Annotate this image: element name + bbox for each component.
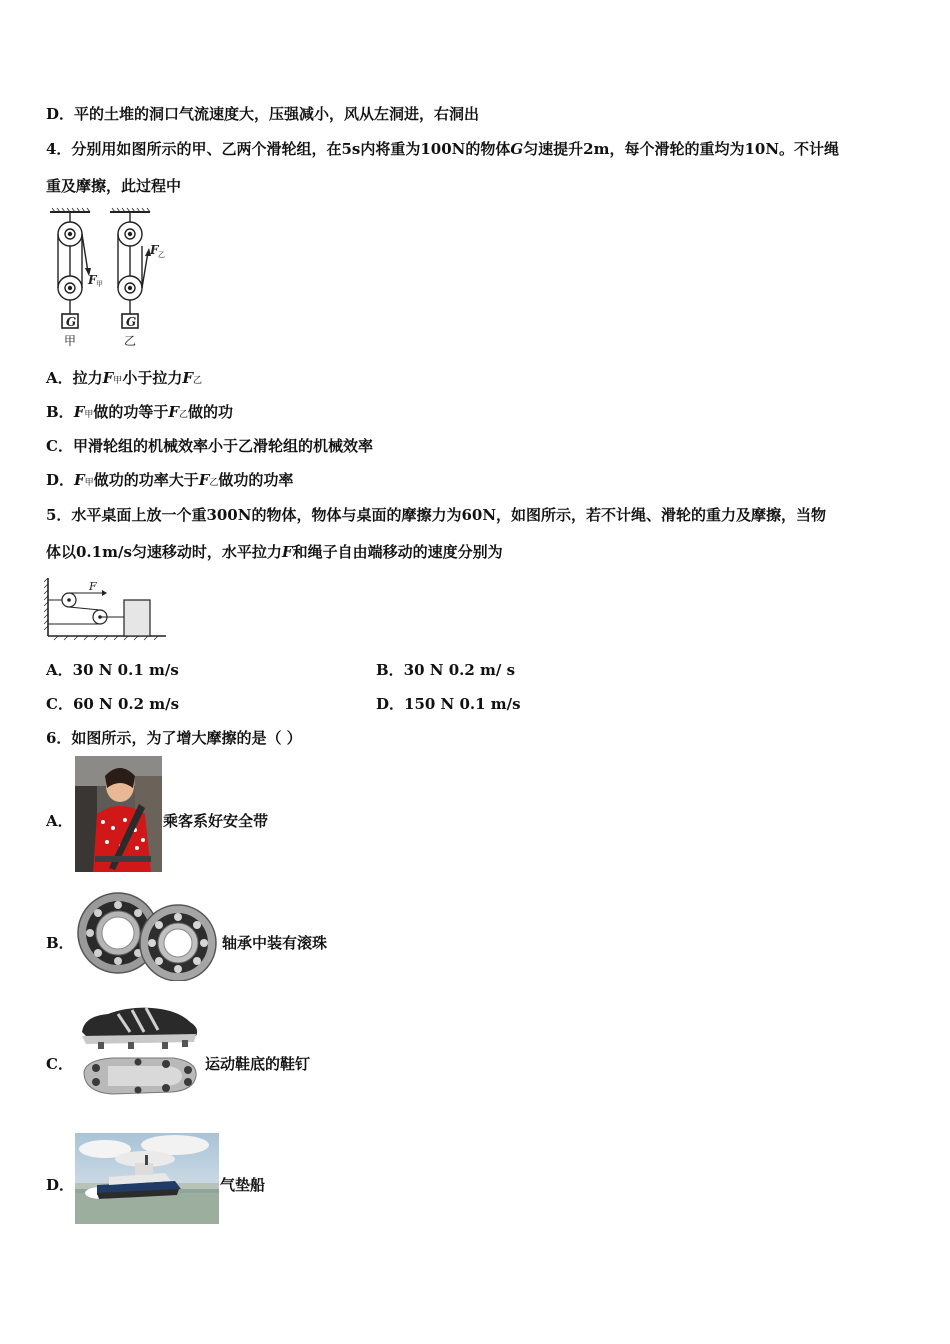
q4-pulley-figure [44, 206, 174, 352]
q4-d-prefix: D． [46, 471, 75, 489]
q4-a-f1: F [102, 369, 114, 387]
force-sub-jia: 甲 [96, 280, 103, 288]
q5-stem-line2 [46, 541, 503, 562]
q5-option-c: C．60 N 0.2 m/s [46, 695, 180, 713]
q4-b-f1: F [73, 403, 85, 421]
shoe-sole [84, 1058, 196, 1094]
ceiling-yi [110, 208, 150, 212]
q4-d-f1: F [74, 471, 85, 489]
q4-b-sub1: 甲 [84, 410, 94, 420]
q4-d-f2: F [198, 471, 210, 489]
q4-option-d [46, 469, 293, 490]
q5-figure-f: F [89, 580, 97, 593]
block-g-jia: G [66, 315, 77, 329]
q4-stem-line1 [46, 138, 839, 159]
q5-stem-f: F [281, 543, 293, 561]
q5-stem-a: 体以0.1m/s匀速移动时，水平拉力 [46, 543, 282, 561]
q5-stem-line1: 5．水平桌面上放一个重300N的物体，物体与桌面的摩擦力为60N，如图所示，若不计绳、滑轮的重力及摩擦，当物 [46, 506, 827, 524]
q4-b-prefix: B． [46, 403, 74, 421]
q6-stem: 6．如图所示，为了增大摩擦的是（ ） [46, 729, 302, 747]
q4-d-end: 做功的功率 [218, 471, 294, 489]
bearing-photo [76, 889, 220, 981]
q4-d-mid: 做功的功率大于 [93, 471, 199, 489]
q4-stem-text-end: 匀速提升2m，每个滑轮的重均为10N。不计绳 [523, 140, 840, 158]
q4-a-prefix: A．拉力 [46, 369, 103, 387]
block-g-yi: G [126, 315, 137, 329]
q4-a-mid: 小于拉力 [122, 369, 183, 387]
q6-option-b-letter: B． [46, 934, 74, 952]
seatbelt-photo [75, 756, 162, 872]
bearing-right [140, 905, 216, 981]
q6-option-a-caption: 乘客系好安全带 [163, 812, 269, 830]
q4-d-sub1: 甲 [84, 478, 94, 488]
q3-option-d: D．平的土堆的洞口气流速度大，压强减小，风从左洞进，右洞出 [46, 105, 480, 123]
q6-option-c-letter: C． [46, 1055, 73, 1073]
q4-b-sub2: 乙 [179, 410, 189, 420]
q6-option-a-letter: A． [46, 812, 73, 830]
q4-b-f2: F [168, 403, 180, 421]
q4-option-b [46, 401, 233, 422]
q4-a-f2: F [182, 369, 193, 387]
label-jia: 甲 [64, 334, 77, 348]
force-f-jia: F [88, 273, 97, 287]
cleats-photo [78, 1002, 202, 1098]
q5-option-a: A．30 N 0.1 m/s [46, 661, 179, 679]
force-f-yi: F [150, 243, 159, 257]
label-yi: 乙 [124, 334, 137, 348]
hovercraft-photo [75, 1133, 219, 1224]
q5-pulley-figure [44, 576, 170, 642]
q4-option-a [46, 367, 202, 388]
q4-a-sub2: 乙 [192, 376, 202, 386]
q4-b-end: 做的功 [188, 403, 234, 421]
q4-stem-g: G [510, 140, 524, 158]
pulley-set-yi [118, 212, 151, 328]
q4-stem-line2: 重及摩擦，此过程中 [46, 177, 182, 195]
force-sub-yi: 乙 [158, 251, 165, 259]
q4-stem-text: 4．分别用如图所示的甲、乙两个滑轮组，在5s内将重为100N的物体 [46, 140, 511, 158]
q6-option-c-caption: 运动鞋底的鞋钉 [205, 1055, 311, 1073]
q5-option-b: B．30 N 0.2 m/ s [376, 661, 516, 679]
q6-option-d-caption: 气垫船 [220, 1176, 266, 1194]
q4-b-mid: 做的功等于 [93, 403, 169, 421]
q5-option-d: D．150 N 0.1 m/s [376, 695, 521, 713]
q6-option-b-caption: 轴承中装有滚珠 [222, 934, 328, 952]
q6-option-d-letter: D． [46, 1176, 75, 1194]
q4-d-sub2: 乙 [209, 478, 219, 488]
q4-option-c: C．甲滑轮组的机械效率小于乙滑轮组的机械效率 [46, 437, 373, 455]
ceiling-jia [50, 208, 90, 212]
pulley-set-jia [58, 212, 91, 328]
q4-a-sub1: 甲 [113, 376, 123, 386]
q5-stem-b: 和绳子自由端移动的速度分别为 [292, 543, 503, 561]
